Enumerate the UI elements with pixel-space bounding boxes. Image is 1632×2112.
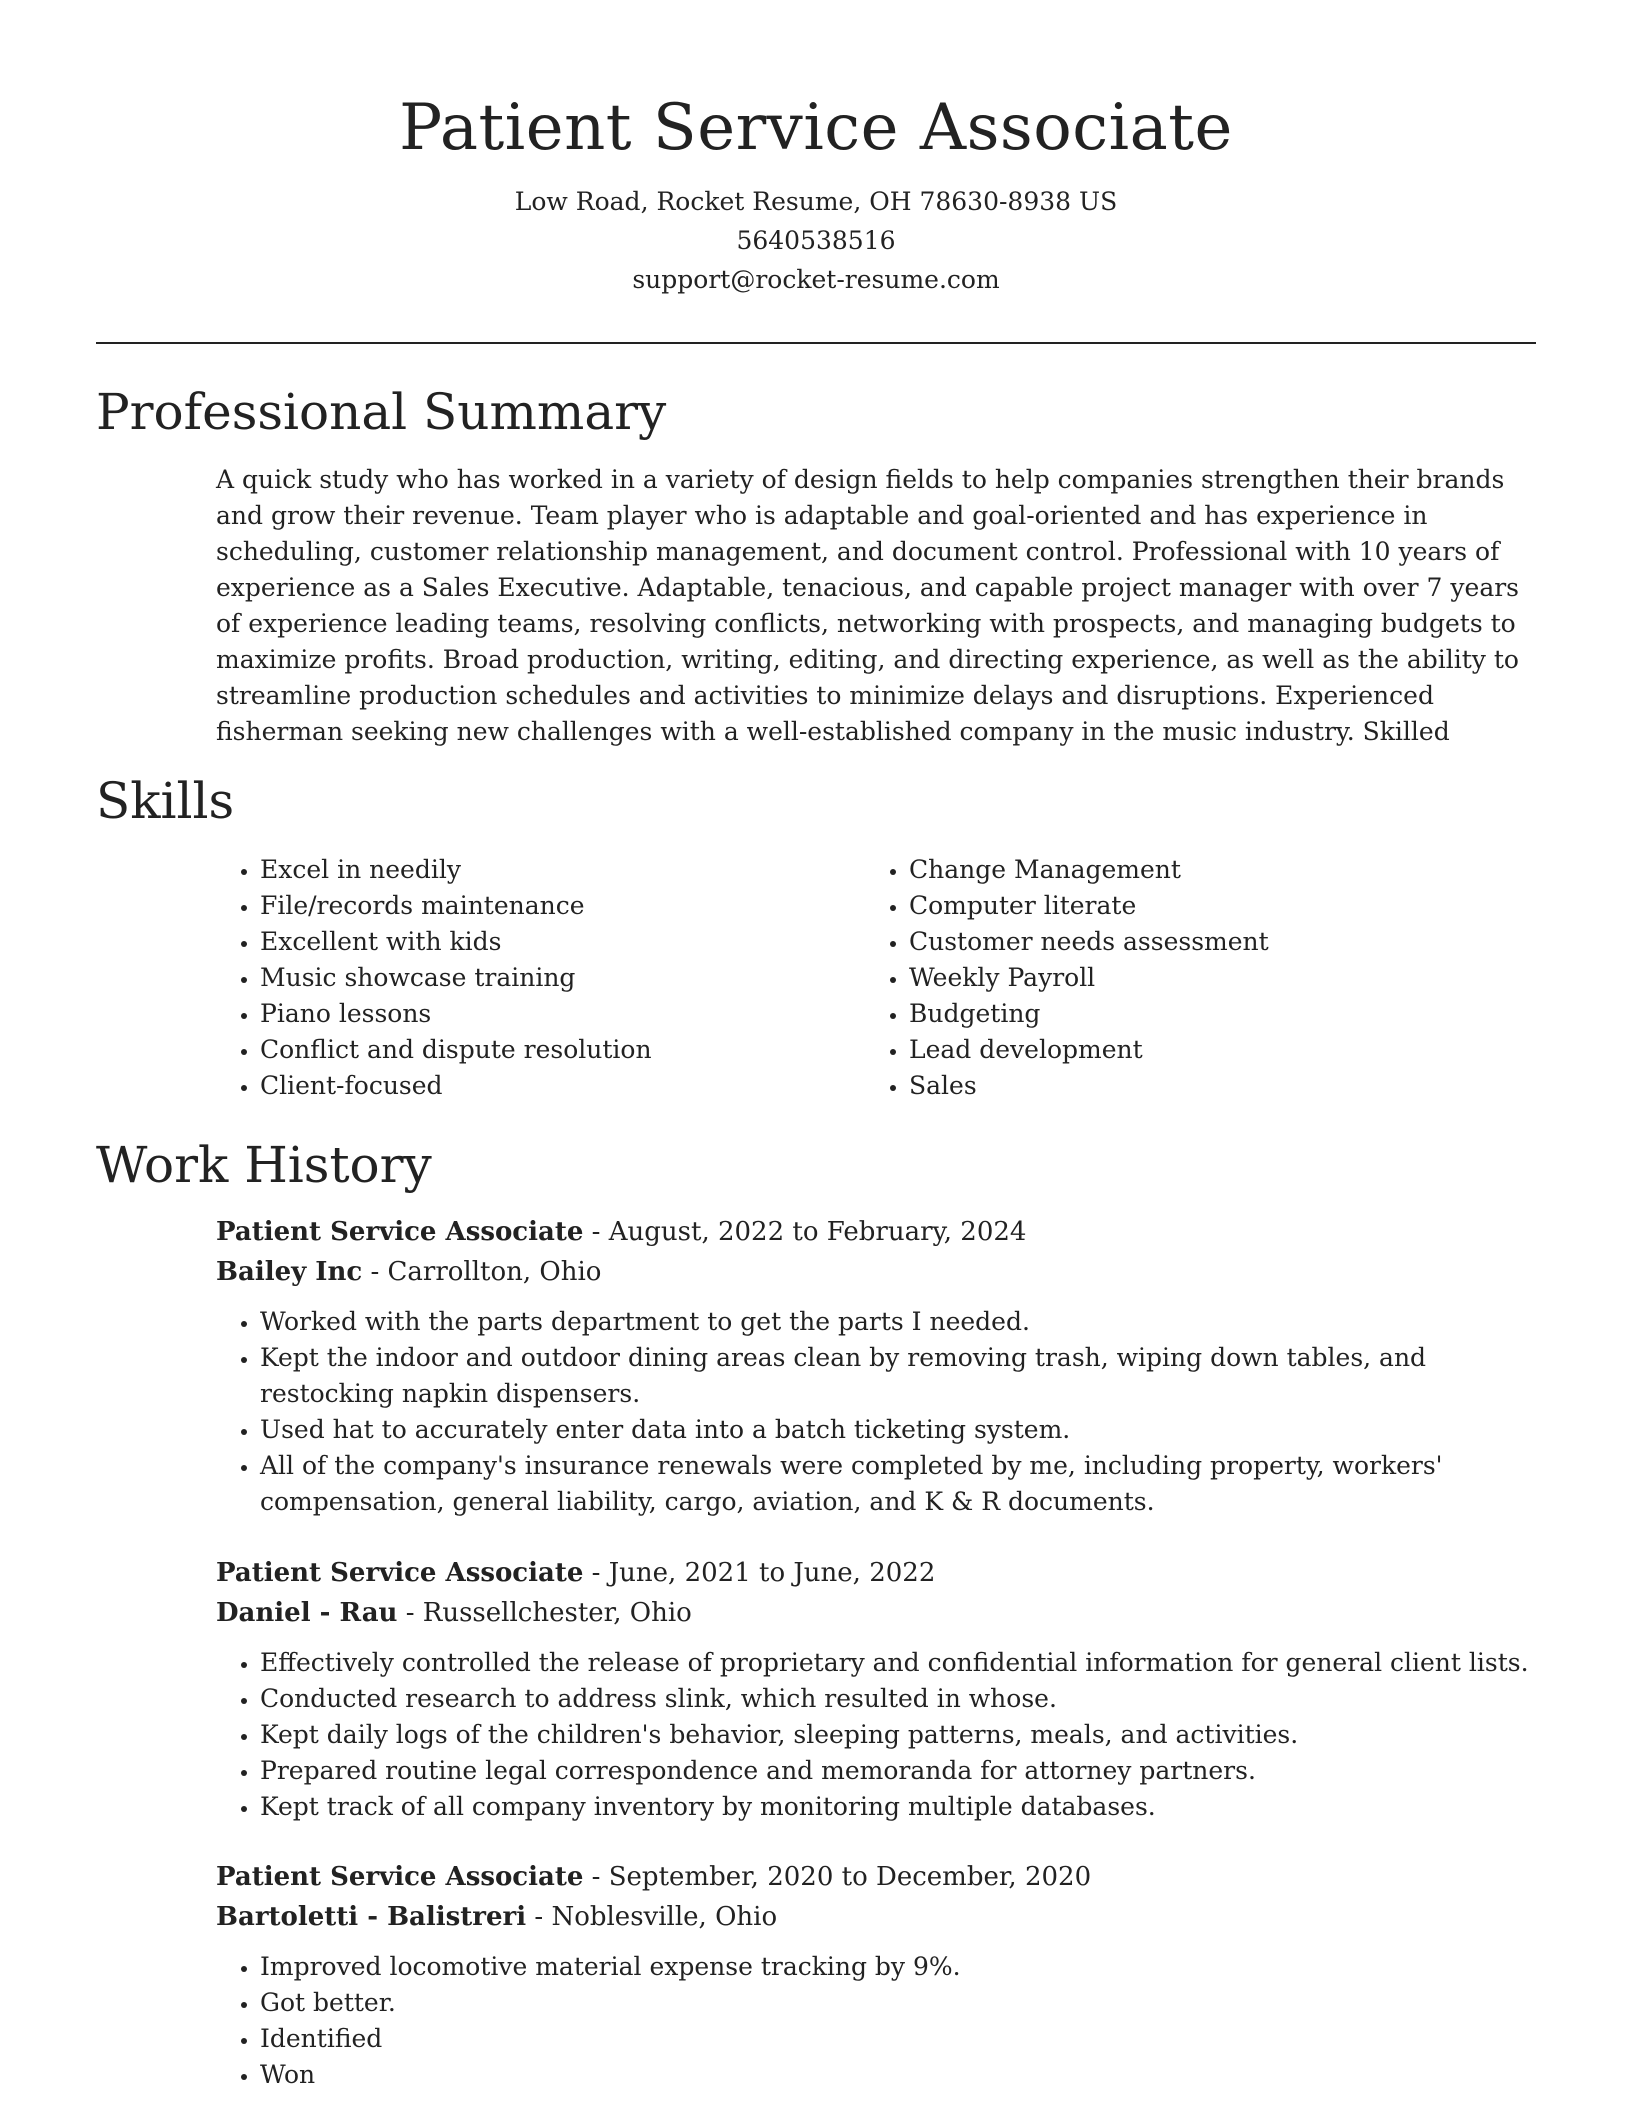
contact-block	[0, 182, 1632, 299]
job-company-line	[216, 1593, 1536, 1633]
list-item: • Computer literate	[909, 888, 1509, 924]
list-item: • Effectively controlled the release of proprietary and confidential information for general client lists.	[260, 1645, 1536, 1681]
skills-list-right	[865, 852, 1509, 1104]
list-item: • Piano lessons	[260, 996, 860, 1032]
job-entry	[216, 1857, 1536, 2093]
job-location: - Russellchester, Ohio	[397, 1598, 692, 1628]
job-company-line	[216, 1897, 1536, 1937]
job-title-line	[216, 1553, 1536, 1593]
resume-header	[0, 0, 1632, 299]
job-company-line	[216, 1252, 1536, 1292]
skills-list-left	[216, 852, 860, 1104]
list-item: • Excellent with kids	[260, 924, 860, 960]
job-role: Patient Service Associate	[216, 1862, 584, 1892]
job-entry	[216, 1553, 1536, 1825]
list-item: • Conducted research to address slink, which resulted in whose.	[260, 1681, 1536, 1717]
job-role: Patient Service Associate	[216, 1217, 584, 1247]
summary-text: A quick study who has worked in a variety of design fields to help companies strengthen their brands and grow their revenue. Team player who is adaptable and goal-oriented and has experience in scheduling, customer relationship management, and document control. Professional with 10 years of experience as a Sales Executive. Adaptable, tenacious, and capable project manager with over 7 years of experience leading teams, resolving conflicts, networking with prospects, and managing budgets to maximize profits. Broad production, writing, editing, and directing experience, as well as the ability to streamline production schedules and activities to minimize delays and disruptions. Experienced fisherman seeking new challenges with a well-established company in the music industry. Skilled	[216, 465, 1520, 746]
header-divider	[96, 342, 1536, 344]
list-item: • All of the company's insurance renewals were completed by me, including property, workers' compensation, general liability, cargo, aviation, and K & R documents.	[260, 1448, 1536, 1520]
job-location: - Carrollton, Ohio	[362, 1257, 602, 1287]
list-item: • Music showcase training	[260, 960, 860, 996]
list-item: • Client-focused	[260, 1068, 860, 1104]
skills-heading: Skills	[96, 772, 235, 830]
phone-text: 5640538516	[736, 226, 896, 255]
list-item: • Got better.	[260, 1985, 1536, 2021]
candidate-name: Patient Service Associate	[399, 91, 1233, 165]
job-title-line	[216, 1857, 1536, 1897]
list-item: • Budgeting	[909, 996, 1509, 1032]
list-item: • Excel in needily	[260, 852, 860, 888]
list-item: • Won	[260, 2057, 1536, 2093]
job-dates: - June, 2021 to June, 2022	[583, 1558, 936, 1588]
email-text: support@rocket-resume.com	[632, 265, 1000, 294]
list-item: • Customer needs assessment	[909, 924, 1509, 960]
job-bullets	[216, 1304, 1536, 1520]
list-item: • Improved locomotive material expense tracking by 9%.	[260, 1949, 1536, 1985]
job-company: Bartoletti - Balistreri	[216, 1902, 527, 1932]
list-item: • Kept daily logs of the children's behavior, sleeping patterns, meals, and activities.	[260, 1717, 1536, 1753]
list-item: • Used hat to accurately enter data into a batch ticketing system.	[260, 1412, 1536, 1448]
list-item: • File/records maintenance	[260, 888, 860, 924]
list-item: • Lead development	[909, 1032, 1509, 1068]
job-company: Bailey Inc	[216, 1257, 363, 1287]
list-item: • Prepared routine legal correspondence and memoranda for attorney partners.	[260, 1753, 1536, 1789]
list-item: • Worked with the parts department to get the parts I needed.	[260, 1304, 1536, 1340]
list-item: • Change Management	[909, 852, 1509, 888]
job-entry	[216, 1212, 1536, 1520]
list-item: • Sales	[909, 1068, 1509, 1104]
job-title-line	[216, 1212, 1536, 1252]
list-item: • Kept the indoor and outdoor dining areas clean by removing trash, wiping down tables, and restocking napkin dispensers.	[260, 1340, 1536, 1412]
summary-heading: Professional Summary	[96, 383, 667, 441]
list-item: • Kept track of all company inventory by monitoring multiple databases.	[260, 1789, 1536, 1825]
list-item: • Conflict and dispute resolution	[260, 1032, 860, 1068]
list-item: • Weekly Payroll	[909, 960, 1509, 996]
job-dates: - August, 2022 to February, 2024	[583, 1217, 1027, 1247]
job-dates: - September, 2020 to December, 2020	[583, 1862, 1092, 1892]
list-item: • Identified	[260, 2021, 1536, 2057]
job-bullets	[216, 1949, 1536, 2093]
address-text: Low Road, Rocket Resume, OH 78630-8938 US	[514, 187, 1118, 216]
job-location: - Noblesville, Ohio	[526, 1902, 778, 1932]
work-history-heading: Work History	[96, 1136, 432, 1194]
job-bullets	[216, 1645, 1536, 1825]
job-company: Daniel - Rau	[216, 1598, 398, 1628]
job-role: Patient Service Associate	[216, 1558, 584, 1588]
